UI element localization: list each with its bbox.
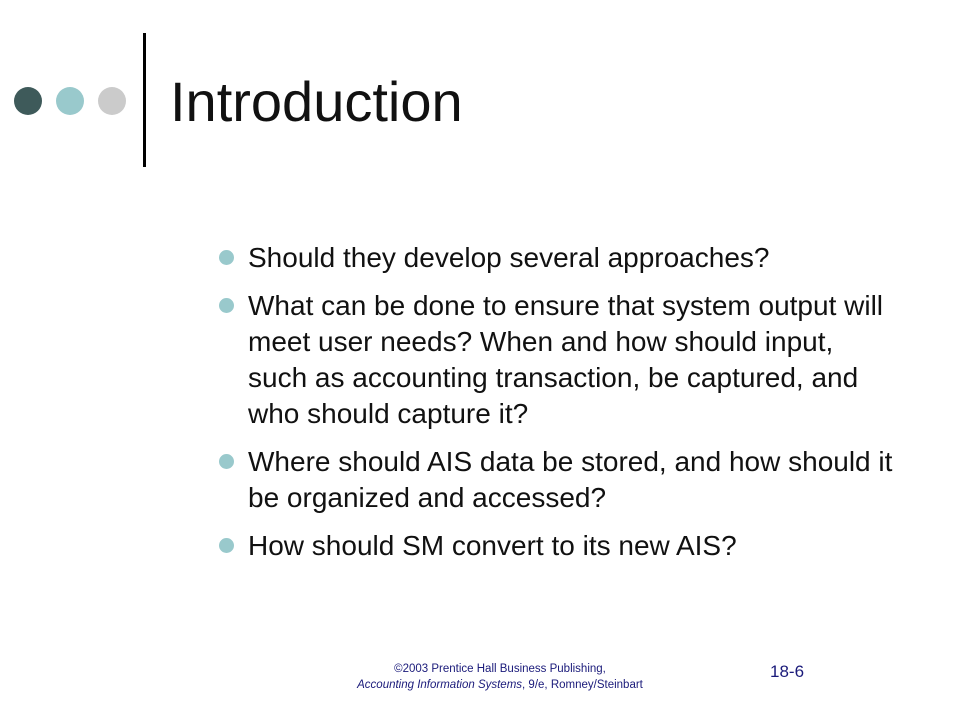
footer-book-suffix: , 9/e, Romney/Steinbart [522, 679, 643, 691]
footer-credits [300, 661, 700, 693]
footer-book-line [300, 677, 700, 693]
bullet-text: Should they develop several approaches? [248, 242, 770, 273]
gray-dot-icon [98, 87, 126, 115]
dark-teal-dot-icon [14, 87, 42, 115]
bullet-text: What can be done to ensure that system output will meet user needs? When and how should input, such as accounting transaction, be captured, and who should capture it? [248, 290, 884, 429]
bullet-dot-icon [219, 298, 234, 313]
bullet-dot-icon [219, 454, 234, 469]
footer-copyright: ©2003 Prentice Hall Business Publishing, [394, 663, 606, 675]
footer-book-title: Accounting Information Systems [357, 679, 523, 691]
light-teal-dot-icon [56, 87, 84, 115]
slide-number: 18-6 [770, 662, 805, 681]
bullet-item [218, 288, 898, 432]
bullet-list [218, 240, 898, 576]
bullet-item [218, 444, 898, 516]
title-divider-line [143, 33, 146, 167]
bullet-text: Where should AIS data be stored, and how should it be organized and accessed? [248, 446, 893, 513]
decorative-dots [14, 87, 124, 115]
bullet-dot-icon [219, 250, 234, 265]
bullet-text: How should SM convert to its new AIS? [248, 530, 737, 561]
bullet-item [218, 240, 898, 276]
slide-title: Introduction [170, 70, 463, 133]
bullet-item [218, 528, 898, 564]
bullet-dot-icon [219, 538, 234, 553]
